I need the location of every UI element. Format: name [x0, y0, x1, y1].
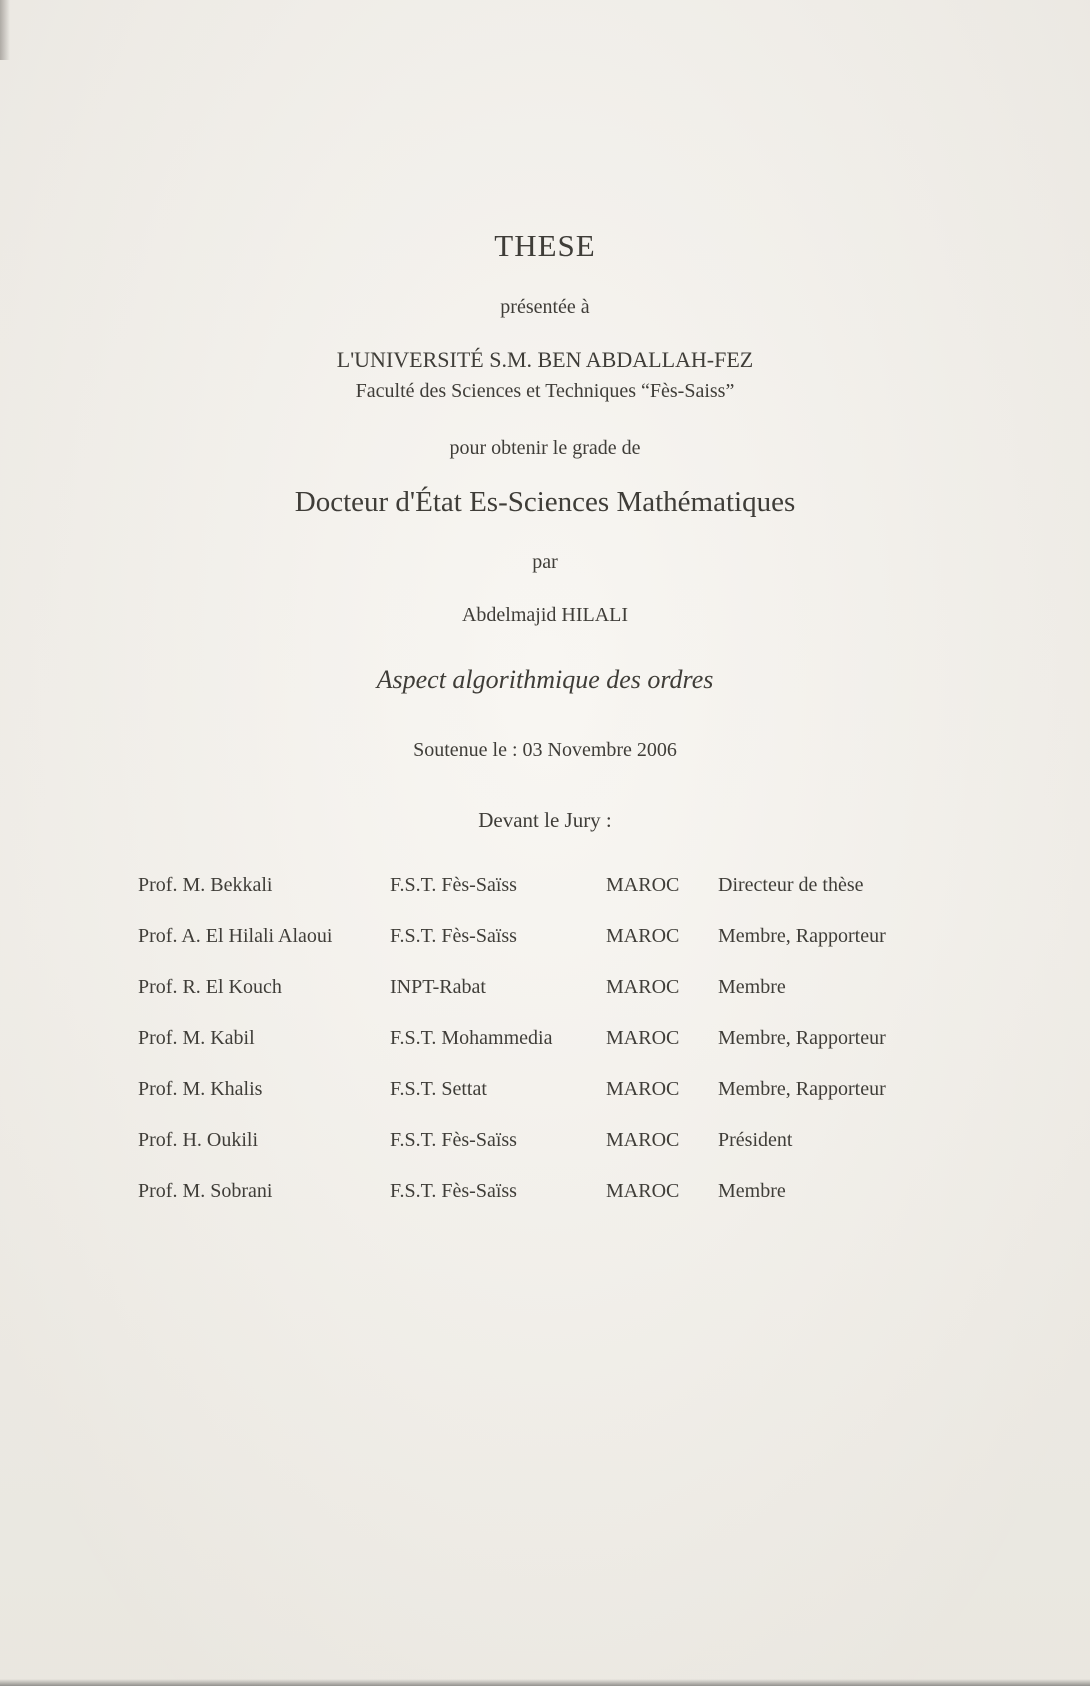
- jury-name: Prof. M. Kabil: [138, 1027, 255, 1049]
- jury-role: Membre, Rapporteur: [718, 925, 886, 947]
- jury-institution: F.S.T. Fès-Saïss: [390, 1180, 517, 1202]
- jury-institution: F.S.T. Mohammedia: [390, 1027, 553, 1049]
- jury-institution: INPT-Rabat: [390, 976, 486, 998]
- defense-date: Soutenue le : 03 Novembre 2006: [413, 739, 677, 761]
- jury-country: MAROC: [606, 1180, 680, 1202]
- jury-country: MAROC: [606, 874, 680, 896]
- jury-role: Membre, Rapporteur: [718, 1078, 886, 1100]
- jury-role: Membre: [718, 1180, 786, 1202]
- jury-role: Membre: [718, 976, 786, 998]
- presented-at-label: présentée à: [500, 296, 590, 318]
- jury-name: Prof. M. Sobrani: [138, 1180, 273, 1202]
- jury-institution: F.S.T. Settat: [390, 1078, 487, 1100]
- scan-artifact-corner: [0, 0, 10, 60]
- jury-institution: F.S.T. Fès-Saïss: [390, 874, 517, 896]
- jury-name: Prof. M. Khalis: [138, 1078, 263, 1100]
- jury-institution: F.S.T. Fès-Saïss: [390, 925, 517, 947]
- jury-role: Membre, Rapporteur: [718, 1027, 886, 1049]
- jury-country: MAROC: [606, 1027, 680, 1049]
- jury-name: Prof. R. El Kouch: [138, 976, 282, 998]
- by-label: par: [532, 551, 558, 573]
- university-name: L'UNIVERSITÉ S.M. BEN ABDALLAH-FEZ: [336, 347, 754, 372]
- degree-title: Docteur d'État Es-Sciences Mathématiques: [294, 486, 796, 518]
- jury-name: Prof. A. El Hilali Alaoui: [138, 925, 333, 947]
- jury-heading: Devant le Jury :: [478, 808, 612, 832]
- jury-role: Président: [718, 1129, 793, 1151]
- thesis-title: Aspect algorithmique des ordres: [376, 665, 714, 694]
- author-name: Abdelmajid HILALI: [461, 604, 629, 626]
- jury-name: Prof. H. Oukili: [138, 1129, 258, 1151]
- faculty-name: Faculté des Sciences et Techniques “Fès-Saiss”: [355, 380, 735, 402]
- jury-institution: F.S.T. Fès-Saïss: [390, 1129, 517, 1151]
- jury-role: Directeur de thèse: [718, 874, 864, 896]
- jury-name: Prof. M. Bekkali: [138, 874, 273, 896]
- jury-country: MAROC: [606, 1078, 680, 1100]
- jury-country: MAROC: [606, 1129, 680, 1151]
- page-title: THESE: [494, 228, 596, 263]
- jury-country: MAROC: [606, 925, 680, 947]
- scan-artifact-bottom-edge: [0, 1679, 1090, 1686]
- jury-country: MAROC: [606, 976, 680, 998]
- grade-purpose-label: pour obtenir le grade de: [449, 437, 641, 459]
- jury-table: [138, 875, 928, 1202]
- title-page-header: [0, 0, 1090, 833]
